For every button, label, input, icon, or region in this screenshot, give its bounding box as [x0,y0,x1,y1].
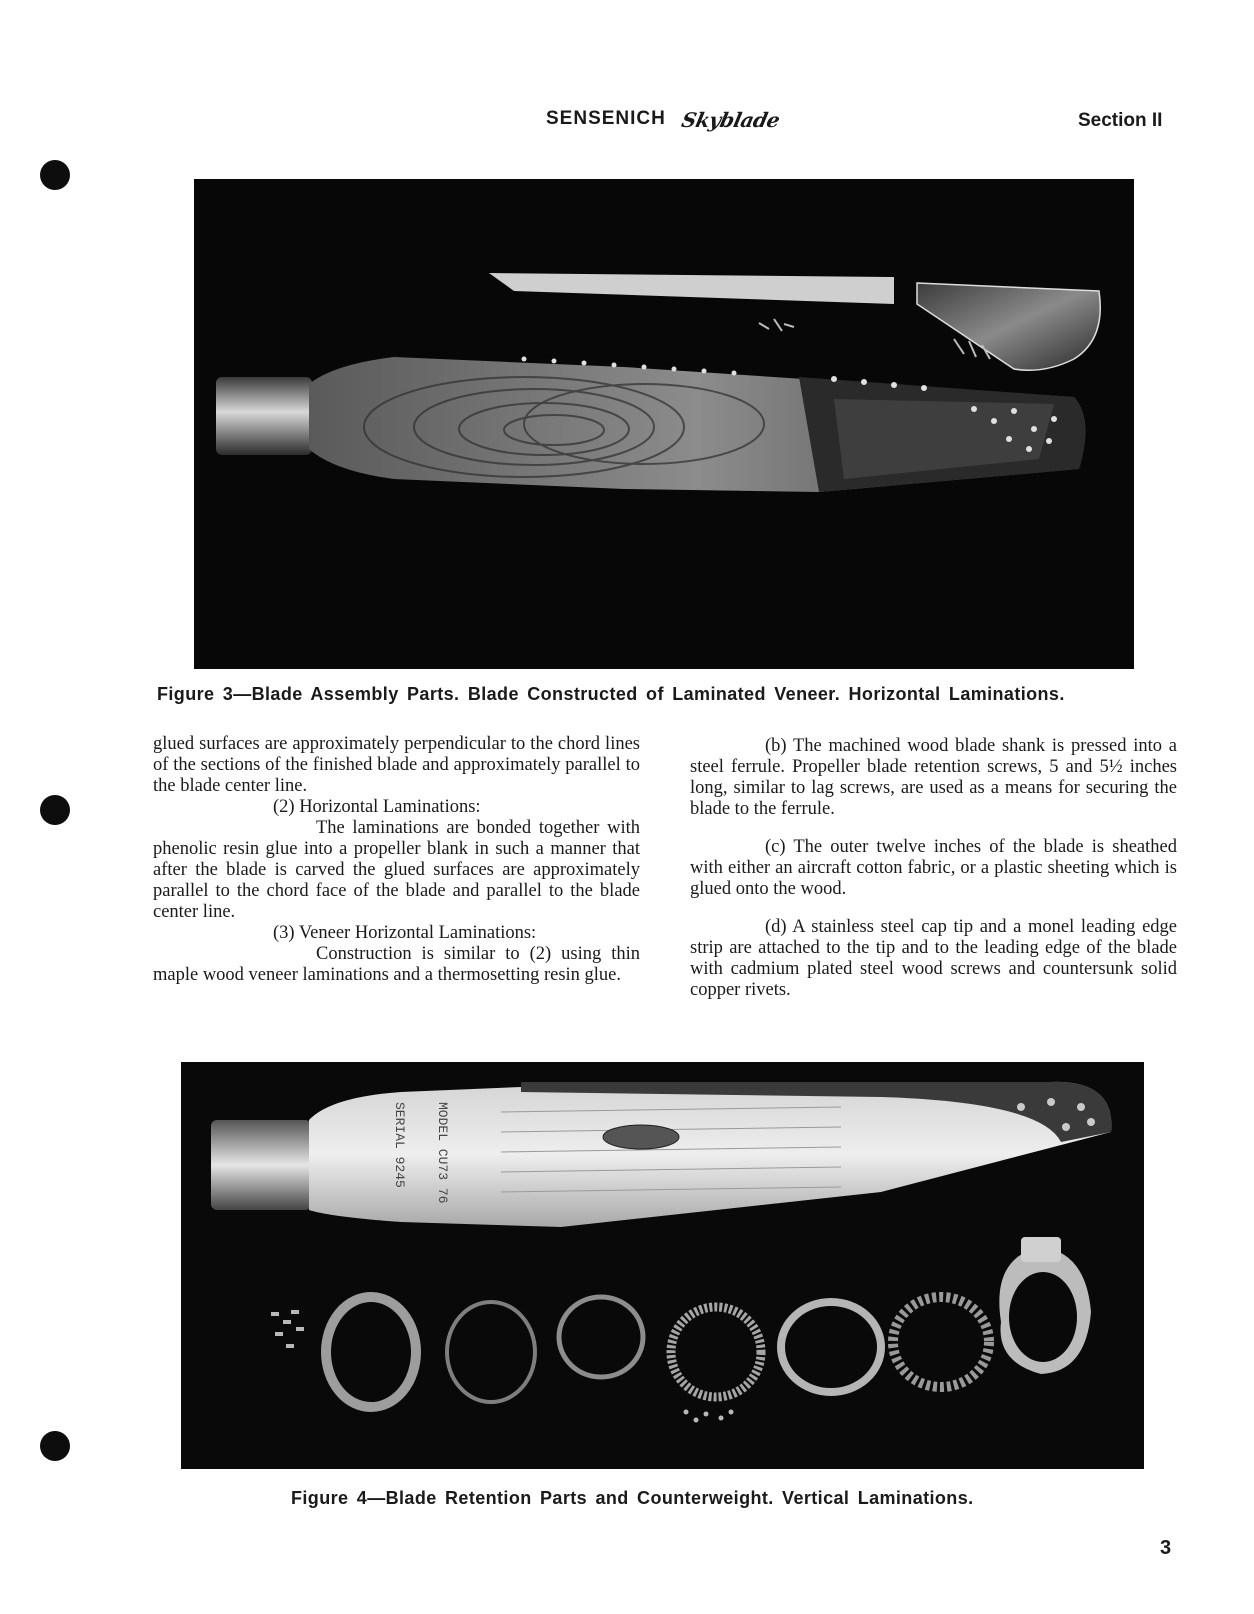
left-column [153,734,640,986]
right-column [690,736,1177,1001]
paragraph-d: (d) A stainless steel cap tip and a monel leading edge strip are attached to the tip and to the leading edge of the blade with cadmium plated steel wood screws and countersunk solid copper rivets. [690,917,1177,1000]
header-brand: SENSENICH [546,108,666,129]
figure-3-photo [194,179,1134,669]
subheading-veneer-horizontal-laminations: (3) Veneer Horizontal Laminations: [273,923,537,943]
paragraph-c: (c) The outer twelve inches of the blade is sheathed with either an aircraft cotton fabric, or a plastic sheeting which is glued onto the wood. [690,837,1177,899]
paragraph-veneer-horizontal-laminations: Construction is similar to (2) using thin maple wood veneer laminations and a thermosetting resin glue. [153,944,640,985]
page-number: 3 [1160,1537,1172,1559]
figure-4-photo [181,1062,1144,1469]
binder-hole-top [40,160,70,190]
blade-model-stamp: MODEL CU73 76 [435,1102,450,1204]
paragraph-b: (b) The machined wood blade shank is pressed into a steel ferrule. Propeller blade retention screws, 5 and 5½ inches long, similar to lag screws, are used as a means for securing the blade to the ferrule. [690,736,1177,819]
skyblade-logo: Skyblade [679,108,782,132]
subheading-horizontal-laminations: (2) Horizontal Laminations: [273,797,481,817]
section-label: Section II [1078,110,1163,131]
paragraph-horizontal-laminations: The laminations are bonded together with phenolic resin glue into a propeller blank in such a manner that after the blade is carved the glued surfaces are approximately parallel to the chord face of the blade and parallel to the blade center line. [153,818,640,922]
binder-hole-bottom [40,1431,70,1461]
figure-3-caption: Figure 3—Blade Assembly Parts. Blade Constructed of Laminated Veneer. Horizontal Laminations. [157,684,1065,704]
blade-serial-stamp: SERIAL 9245 [392,1102,407,1188]
binder-hole-middle [40,795,70,825]
figure-4-caption: Figure 4—Blade Retention Parts and Counterweight. Vertical Laminations. [291,1488,974,1508]
paragraph-continued: glued surfaces are approximately perpendicular to the chord lines of the sections of the finished blade and approximately parallel to the blade center line. [153,734,640,796]
